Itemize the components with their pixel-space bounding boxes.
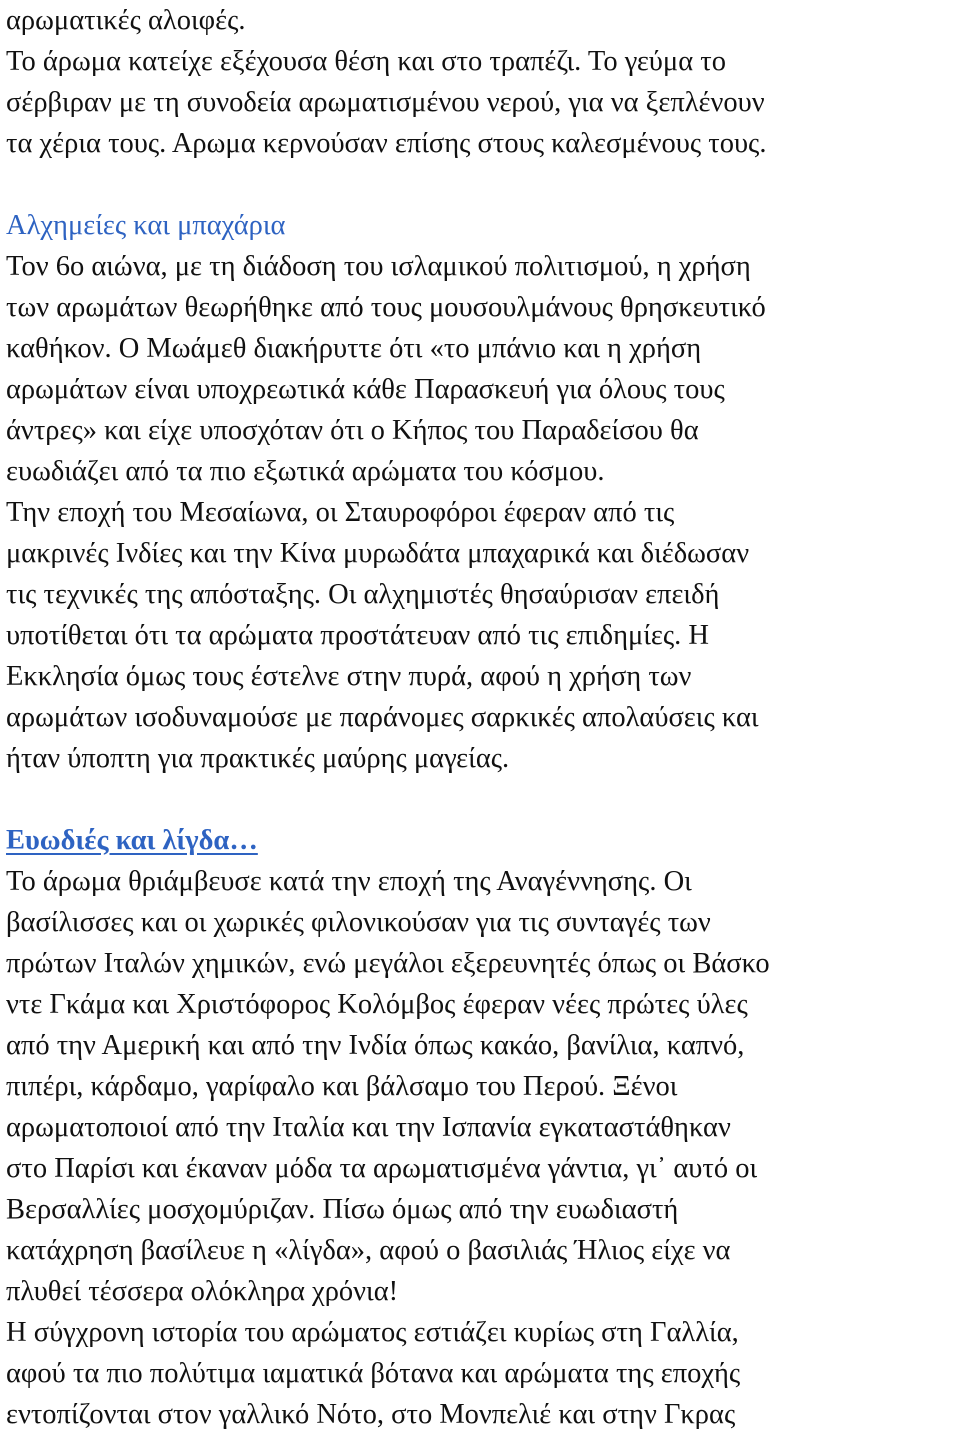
text-line: υποτίθεται ότι τα αρώματα προστάτευαν από τις επιδημίες. Η xyxy=(6,620,710,651)
text-line: τις τεχνικές της απόσταξης. Οι αλχημιστές θησαύρισαν επειδή xyxy=(6,579,720,610)
text-line: Βερσαλλίες μοσχομύριζαν. Πίσω όμως από την ευωδιαστή xyxy=(6,1194,679,1225)
text-line: αρωματικές αλοιφές. xyxy=(6,5,246,36)
text-line: ντε Γκάμα και Χριστόφορος Κολόμβος έφεραν νέες πρώτες ύλες xyxy=(6,989,748,1020)
text-line: Το άρωμα κατείχε εξέχουσα θέση και στο τραπέζι. Το γεύμα το xyxy=(6,46,726,77)
heading-fragrances-link[interactable]: Ευωδιές και λίγδα… xyxy=(6,825,258,856)
text-line: Τον 6ο αιώνα, με τη διάδοση του ισλαμικού πολιτισμού, η χρήση xyxy=(6,251,751,282)
section-heading[interactable] xyxy=(6,820,958,861)
text-line: στο Παρίσι και έκαναν μόδα τα αρωματισμένα γάντια, γι᾽ αυτό οι xyxy=(6,1153,758,1184)
text-line: κατάχρηση βασίλευε η «λίγδα», αφού ο βασιλιάς Ήλιος είχε να xyxy=(6,1235,731,1266)
text-line: ευωδιάζει από τα πιο εξωτικά αρώματα του κόσμου. xyxy=(6,456,605,487)
section-alchemy xyxy=(6,205,958,779)
text-line: Εκκλησία όμως τους έστελνε στην πυρά, αφού η χρήση των xyxy=(6,661,692,692)
text-line: από την Αμερική και από την Ινδία όπως κακάο, βανίλια, καπνό, xyxy=(6,1030,745,1061)
text-line: αφού τα πιο πολύτιμα ιαματικά βότανα και αρώματα της εποχής xyxy=(6,1358,741,1389)
text-line: Η σύγχρονη ιστορία του αρώματος εστιάζει κυρίως στη Γαλλία, xyxy=(6,1317,739,1348)
text-line: αρωματοποιοί από την Ιταλία και την Ισπανία εγκαταστάθηκαν xyxy=(6,1112,731,1143)
text-line: εντοπίζονται στον γαλλικό Νότο, στο Μονπελιέ και στην Γκρας xyxy=(6,1399,736,1430)
text-line: πιπέρι, κάρδαμο, γαρίφαλο και βάλσαμο του Περού. Ξένοι xyxy=(6,1071,678,1102)
text-line: αρωμάτων ισοδυναμούσε με παράνομες σαρκικές απολαύσεις και xyxy=(6,702,759,733)
text-line: μακρινές Ινδίες και την Κίνα μυρωδάτα μπαχαρικά και διέδωσαν xyxy=(6,538,750,569)
text-line: βασίλισσες και οι χωρικές φιλονικούσαν για τις συνταγές των xyxy=(6,907,711,938)
section-table-aromas xyxy=(6,0,958,164)
text-line: ήταν ύποπτη για πρακτικές μαύρης μαγείας. xyxy=(6,743,510,774)
text-line: πρώτων Ιταλών χημικών, ενώ μεγάλοι εξερευνητές όπως οι Βάσκο xyxy=(6,948,770,979)
heading-alchemy-link[interactable]: Αλχημείες και μπαχάρια xyxy=(6,210,286,241)
section-fragrances xyxy=(6,820,958,1435)
paragraph-gap xyxy=(6,164,958,205)
text-line: καθήκον. Ο Μωάμεθ διακήρυττε ότι «το μπάνιο και η χρήση xyxy=(6,333,702,364)
text-line: Την εποχή του Μεσαίωνα, οι Σταυροφόροι έφεραν από τις xyxy=(6,497,675,528)
text-line: πλυθεί τέσσερα ολόκληρα χρόνια! xyxy=(6,1276,399,1307)
text-line: άντρες» και είχε υποσχόταν ότι ο Κήπος του Παραδείσου θα xyxy=(6,415,699,446)
paragraph-gap xyxy=(6,779,958,820)
text-line: αρωμάτων είναι υποχρεωτικά κάθε Παρασκευή για όλους τους xyxy=(6,374,725,405)
text-line: σέρβιραν με τη συνοδεία αρωματισμένου νερού, για να ξεπλένουν xyxy=(6,87,765,118)
text-line: Το άρωμα θριάμβευσε κατά την εποχή της Αναγέννησης. Οι xyxy=(6,866,692,897)
text-line: των αρωμάτων θεωρήθηκε από τους μουσουλμάνους θρησκευτικό xyxy=(6,292,766,323)
text-line: τα χέρια τους. Αρωμα κερνούσαν επίσης στους καλεσμένους τους. xyxy=(6,128,767,159)
section-heading[interactable] xyxy=(6,205,958,246)
document-page xyxy=(6,0,958,1435)
